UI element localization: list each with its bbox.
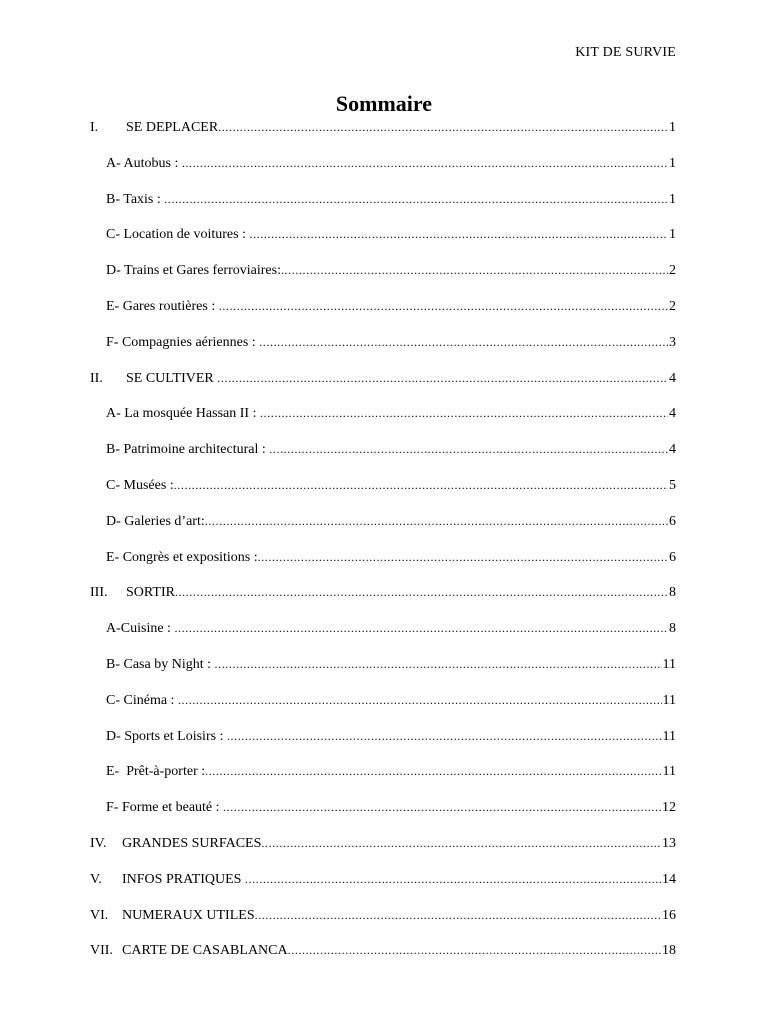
- toc-entry-page-number: 8: [669, 585, 676, 601]
- toc-entry[interactable]: [106, 296, 676, 316]
- toc-entry-label: SE DEPLACER: [126, 120, 219, 135]
- toc-entry-number: IV.: [90, 836, 107, 851]
- dot-leader: [281, 260, 668, 280]
- toc-entry[interactable]: [90, 833, 676, 853]
- toc-entry[interactable]: [90, 368, 676, 388]
- dot-leader: [249, 224, 668, 244]
- toc-entry-page-number: 1: [669, 120, 676, 135]
- toc-entry-page-number: 13: [662, 836, 676, 851]
- toc-entry-label: E- Gares routières :: [106, 299, 219, 314]
- toc-entry[interactable]: [106, 403, 676, 423]
- dot-leader: [218, 117, 668, 137]
- dot-leader: [217, 368, 668, 388]
- toc-entry-label: F- Forme et beauté :: [106, 800, 224, 816]
- dot-leader: [255, 905, 661, 925]
- toc-entry-page-number: 2: [669, 299, 676, 314]
- toc-entry[interactable]: [90, 940, 676, 960]
- toc-entry[interactable]: [90, 869, 676, 889]
- toc-entry-page-number: 4: [669, 406, 676, 422]
- toc-entry[interactable]: [106, 654, 676, 674]
- toc-entry[interactable]: [106, 332, 676, 352]
- dot-leader: [261, 833, 661, 853]
- toc-entry[interactable]: [106, 761, 676, 781]
- toc-entry-label: A-Cuisine :: [106, 621, 175, 637]
- dot-leader: [260, 403, 668, 423]
- toc-entry-number: VII.: [90, 943, 113, 959]
- dot-leader: [174, 618, 668, 638]
- toc-entry-label: A- Autobus :: [106, 155, 182, 171]
- toc-entry-label: D- Trains et Gares ferroviaires:: [106, 263, 281, 279]
- dot-leader: [288, 940, 661, 960]
- page-title: Sommaire: [335, 91, 433, 116]
- toc-entry-label: D- Sports et Loisirs :: [106, 728, 227, 744]
- toc-entry-label: E- Prêt-à-porter :: [106, 764, 206, 780]
- toc-entry-number: I.: [90, 120, 99, 135]
- toc-entry-label: CARTE DE CASABLANCA: [122, 943, 288, 959]
- toc-entry-page-number: 6: [669, 549, 676, 565]
- toc-entry[interactable]: [90, 582, 676, 602]
- dot-leader: [205, 511, 668, 531]
- toc-entry-page-number: 4: [669, 370, 676, 386]
- toc-entry-page-number: 1: [669, 191, 676, 207]
- toc-entry-label: F- Compagnies aériennes :: [106, 334, 260, 350]
- toc-entry-number: V.: [90, 871, 102, 887]
- dot-leader: [178, 690, 662, 710]
- toc-entry-page-number: 1: [669, 155, 676, 171]
- dot-leader: [219, 296, 668, 316]
- toc-entry-label: E- Congrès et expositions :: [106, 549, 258, 565]
- toc-entry-number: III.: [90, 585, 108, 601]
- toc-entry[interactable]: [106, 475, 676, 495]
- toc-entry[interactable]: [90, 117, 676, 137]
- dot-leader: [175, 582, 668, 602]
- toc-entry-page-number: 11: [662, 764, 676, 780]
- toc-entry-page-number: 14: [662, 871, 676, 887]
- dot-leader: [258, 547, 668, 567]
- toc-entry-page-number: 8: [669, 621, 676, 637]
- toc-entry[interactable]: [106, 726, 676, 746]
- toc-entry-label: GRANDES SURFACES: [122, 836, 262, 851]
- toc-entry-page-number: 3: [669, 334, 676, 350]
- toc-entry-number: VI.: [90, 907, 109, 923]
- dot-leader: [259, 332, 668, 352]
- toc-entry-page-number: 11: [662, 728, 676, 744]
- toc-entry-page-number: 1: [669, 227, 676, 243]
- dot-leader: [227, 726, 662, 746]
- toc-entry-label: C- Location de voitures :: [106, 227, 250, 243]
- toc-entry-label: B- Casa by Night :: [106, 657, 215, 672]
- dot-leader: [269, 439, 668, 459]
- running-header: KIT DE SURVIE: [575, 45, 676, 60]
- toc-entry[interactable]: [90, 905, 676, 925]
- dot-leader: [223, 797, 661, 817]
- toc-entry-label: B- Patrimoine architectural :: [106, 442, 270, 458]
- toc-entry-page-number: 2: [669, 263, 676, 279]
- toc-entry[interactable]: [106, 153, 676, 173]
- toc-entry[interactable]: [106, 511, 676, 531]
- toc-entry-page-number: 16: [662, 907, 676, 923]
- toc-entry-page-number: 11: [662, 657, 676, 672]
- toc-entry-label: INFOS PRATIQUES: [122, 871, 245, 887]
- toc-entry-page-number: 4: [669, 442, 676, 458]
- toc-entry[interactable]: [106, 690, 676, 710]
- toc-entry-page-number: 5: [669, 478, 676, 493]
- dot-leader: [174, 475, 668, 495]
- toc-entry[interactable]: [106, 224, 676, 244]
- toc-entry-label: D- Galeries d’art:: [106, 513, 205, 529]
- toc-entry-page-number: 11: [662, 692, 676, 708]
- dot-leader: [182, 153, 668, 173]
- toc-entry-page-number: 6: [669, 513, 676, 529]
- toc-entry-page-number: 12: [662, 800, 676, 816]
- toc-entry-label: A- La mosquée Hassan II :: [106, 406, 260, 422]
- toc-entry[interactable]: [106, 189, 676, 209]
- toc-entry-label: SE CULTIVER: [126, 370, 218, 386]
- toc-entry-page-number: 18: [662, 943, 676, 959]
- toc-entry[interactable]: [106, 547, 676, 567]
- toc-entry[interactable]: [106, 439, 676, 459]
- toc-entry-label: NUMERAUX UTILES: [122, 907, 255, 923]
- dot-leader: [215, 654, 662, 674]
- toc-entry-number: II.: [90, 370, 103, 386]
- dot-leader: [205, 761, 661, 781]
- toc-entry-label: C- Cinéma :: [106, 692, 178, 708]
- dot-leader: [164, 189, 668, 209]
- toc-entry-label: C- Musées :: [106, 478, 174, 493]
- toc-entry-label: B- Taxis :: [106, 191, 165, 207]
- toc-entry[interactable]: [106, 797, 676, 817]
- toc-entry-label: SORTIR: [126, 585, 175, 601]
- toc-entry[interactable]: [106, 260, 676, 280]
- dot-leader: [245, 869, 661, 889]
- toc-entry[interactable]: [106, 618, 676, 638]
